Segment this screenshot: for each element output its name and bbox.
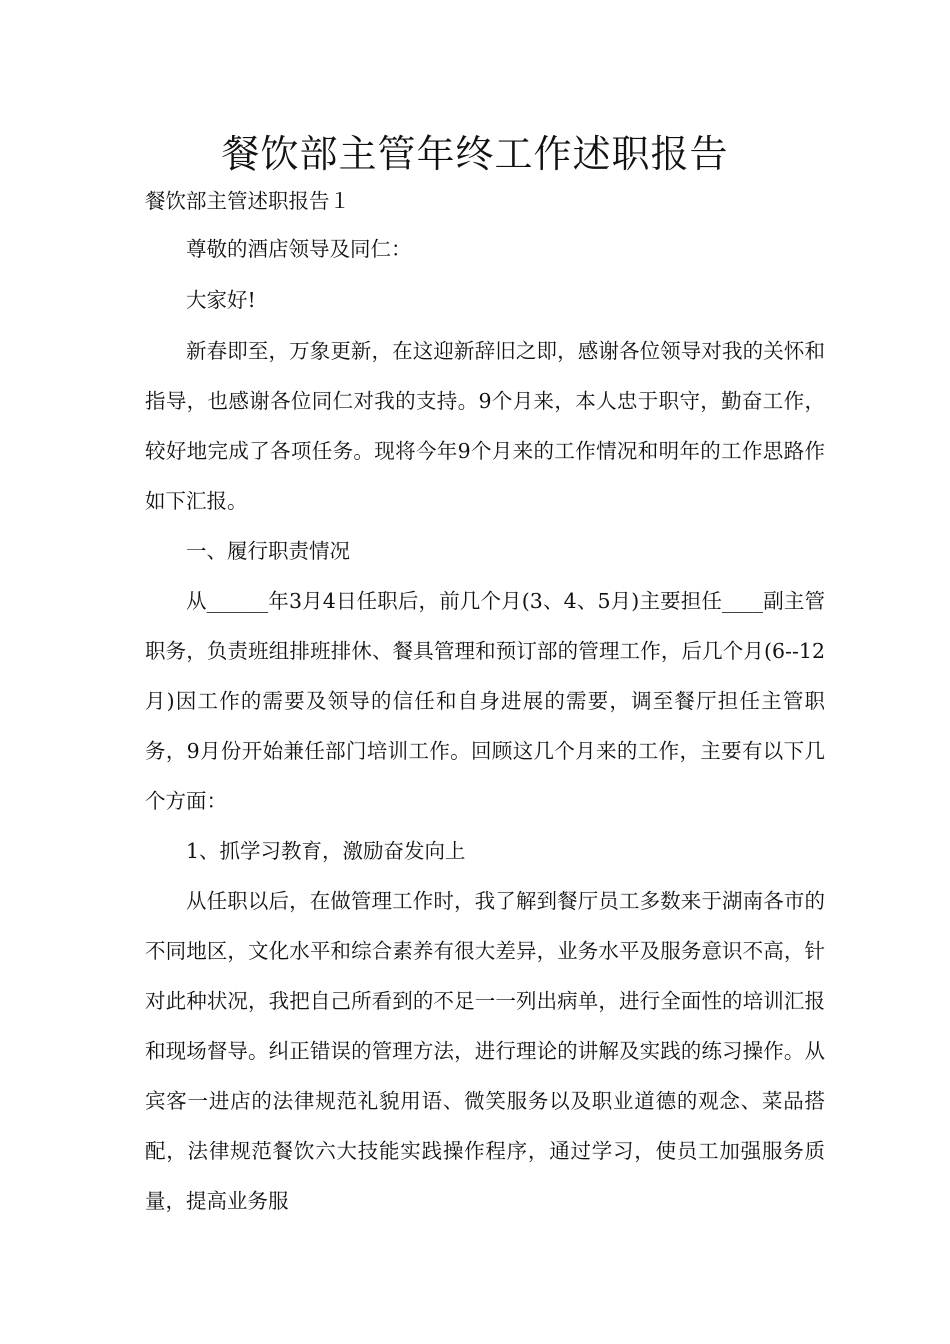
salutation: 尊敬的酒店领导及同仁： (186, 237, 412, 261)
intro-paragraph: 新春即至，万象更新，在这迎新辞旧之即，感谢各位领导对我的关怀和指导，也感谢各位同仁对我的支持。9个月来，本人忠于职守，勤奋工作，较好地完成了各项任务。现将今年9个月来的工作情况和明年的工作思路作如下汇报。 (145, 339, 825, 513)
section-heading-duties: 一、履行职责情况 (186, 539, 350, 563)
learning-paragraph: 从任职以后，在做管理工作时，我了解到餐厅员工多数来于湖南各市的不同地区，文化水平和综合素养有很大差异，业务水平及服务意识不高，针对此种状况，我把自己所看到的不足一一列出病单，进行全面性的培训汇报和现场督导。纠正错误的管理方法，进行理论的讲解及实践的练习操作。从宾客一进店的法律规范礼貌用语、微笑服务以及职业道德的观念、菜品搭配，法律规范餐饮六大技能实践操作程序，通过学习，使员工加强服务质量，提高业务服 (145, 889, 825, 1213)
document-body (145, 178, 825, 1226)
greeting: 大家好! (186, 288, 256, 312)
document-title: 餐饮部主管年终工作述职报告 (221, 132, 729, 176)
report-subtitle: 餐饮部主管述职报告１ (145, 189, 350, 213)
duties-paragraph: 从______年3月4日任职后，前几个月(3、4、5月)主要担任____副主管职务，负责班组排班排休、餐具管理和预订部的管理工作，后几个月(6--12月)因工作的需要及领导的信任和自身进展的需要，调至餐厅担任主管职务，9月份开始兼任部门培训工作。回顾这几个月来的工作，主要有以下几个方面： (145, 589, 825, 813)
subsection-heading-learning: 1、抓学习教育，激励奋发向上 (186, 839, 466, 863)
